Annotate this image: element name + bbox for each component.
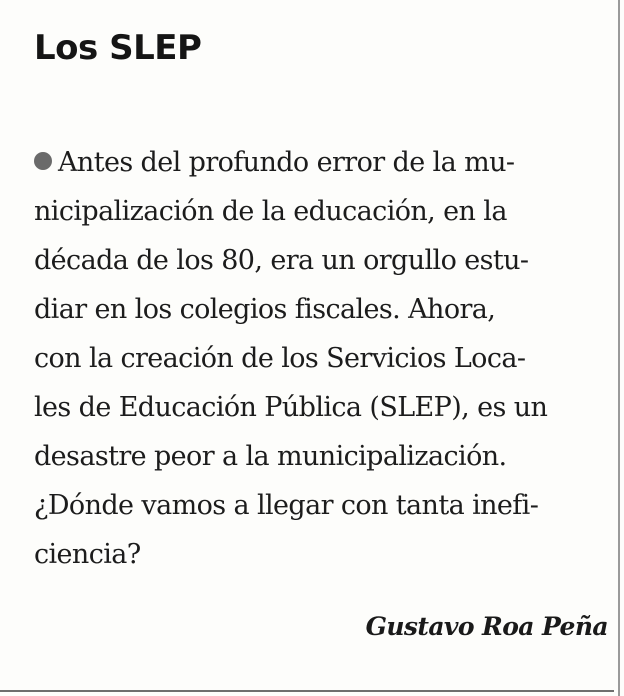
body-line: década de los 80, era un orgullo estu- — [34, 245, 529, 276]
body-line: con la creación de los Servicios Loca- — [34, 343, 526, 374]
letter-title: Los SLEP — [34, 28, 202, 68]
body-line-text: Antes del profundo error de la mu- — [58, 147, 515, 178]
body-line: ¿Dónde vamos a llegar con tanta inefi- — [34, 490, 539, 521]
letter-body — [34, 138, 612, 579]
body-line: diar en los colegios fiscales. Ahora, — [34, 294, 496, 325]
author-signature: Gustavo Roa Peña — [365, 612, 608, 641]
body-line — [34, 138, 612, 187]
bullet-dot-icon — [34, 152, 52, 170]
body-line: ciencia? — [34, 539, 141, 570]
body-line: nicipalización de la educación, en la — [34, 196, 507, 227]
body-line: desastre peor a la municipalización. — [34, 441, 507, 472]
column-divider — [618, 0, 620, 696]
bottom-divider — [0, 690, 614, 692]
body-line: les de Educación Pública (SLEP), es un — [34, 392, 548, 423]
